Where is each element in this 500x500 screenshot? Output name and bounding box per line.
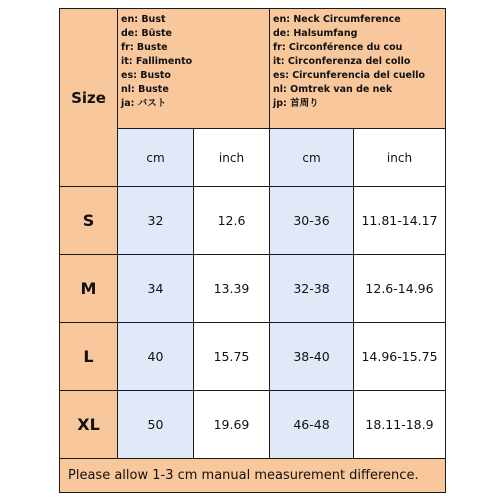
neck-inch-value: 12.6-14.96 bbox=[354, 255, 446, 323]
bust-translation-it: it: Fallimento bbox=[121, 56, 193, 67]
bust-cm-value: 34 bbox=[118, 255, 194, 323]
size-chart-table bbox=[59, 8, 446, 493]
neck-translations-cell bbox=[270, 9, 446, 129]
neck-translation-en: en: Neck Circumference bbox=[273, 14, 401, 25]
neck-cm-value: 32-38 bbox=[270, 255, 354, 323]
unit-bust-inch: inch bbox=[194, 129, 270, 187]
neck-inch-value: 11.81-14.17 bbox=[354, 187, 446, 255]
bust-cm-value: 50 bbox=[118, 391, 194, 459]
bust-translation-nl: nl: Buste bbox=[121, 84, 169, 95]
table-row bbox=[60, 323, 446, 391]
neck-inch-value: 18.11-18.9 bbox=[354, 391, 446, 459]
neck-translation-jp: jp: 首周り bbox=[273, 98, 319, 109]
size-header-cell bbox=[60, 9, 118, 187]
neck-cm-value: 46-48 bbox=[270, 391, 354, 459]
bust-inch-value: 19.69 bbox=[194, 391, 270, 459]
neck-inch-value: 14.96-15.75 bbox=[354, 323, 446, 391]
size-label: S bbox=[60, 187, 118, 255]
bust-translation-ja: ja: バスト bbox=[121, 98, 167, 109]
unit-neck-inch: inch bbox=[354, 129, 446, 187]
neck-translation-it: it: Circonferenza del collo bbox=[273, 56, 411, 67]
footer-row bbox=[60, 459, 446, 493]
bust-cm-value: 40 bbox=[118, 323, 194, 391]
table-row bbox=[60, 187, 446, 255]
unit-neck-cm: cm bbox=[270, 129, 354, 187]
bust-translation-de: de: Büste bbox=[121, 28, 172, 39]
units-row bbox=[60, 129, 446, 187]
size-label: XL bbox=[60, 391, 118, 459]
size-header-label: Size bbox=[71, 88, 106, 107]
neck-translation-es: es: Circunferencia del cuello bbox=[273, 70, 426, 81]
size-label: M bbox=[60, 255, 118, 323]
neck-cm-value: 38-40 bbox=[270, 323, 354, 391]
table-row bbox=[60, 255, 446, 323]
bust-inch-value: 15.75 bbox=[194, 323, 270, 391]
measurement-note: Please allow 1-3 cm manual measurement difference. bbox=[60, 459, 446, 493]
bust-cm-value: 32 bbox=[118, 187, 194, 255]
bust-translation-fr: fr: Buste bbox=[121, 42, 168, 53]
neck-translation-nl: nl: Omtrek van de nek bbox=[273, 84, 393, 95]
bust-inch-value: 12.6 bbox=[194, 187, 270, 255]
table-row bbox=[60, 391, 446, 459]
neck-cm-value: 30-36 bbox=[270, 187, 354, 255]
neck-translation-de: de: Halsumfang bbox=[273, 28, 358, 39]
bust-translation-es: es: Busto bbox=[121, 70, 171, 81]
unit-bust-cm: cm bbox=[118, 129, 194, 187]
bust-translation-en: en: Bust bbox=[121, 14, 166, 25]
neck-translation-fr: fr: Circonférence du cou bbox=[273, 42, 403, 53]
header-row bbox=[60, 9, 446, 129]
bust-translations-cell bbox=[118, 9, 270, 129]
bust-inch-value: 13.39 bbox=[194, 255, 270, 323]
size-label: L bbox=[60, 323, 118, 391]
